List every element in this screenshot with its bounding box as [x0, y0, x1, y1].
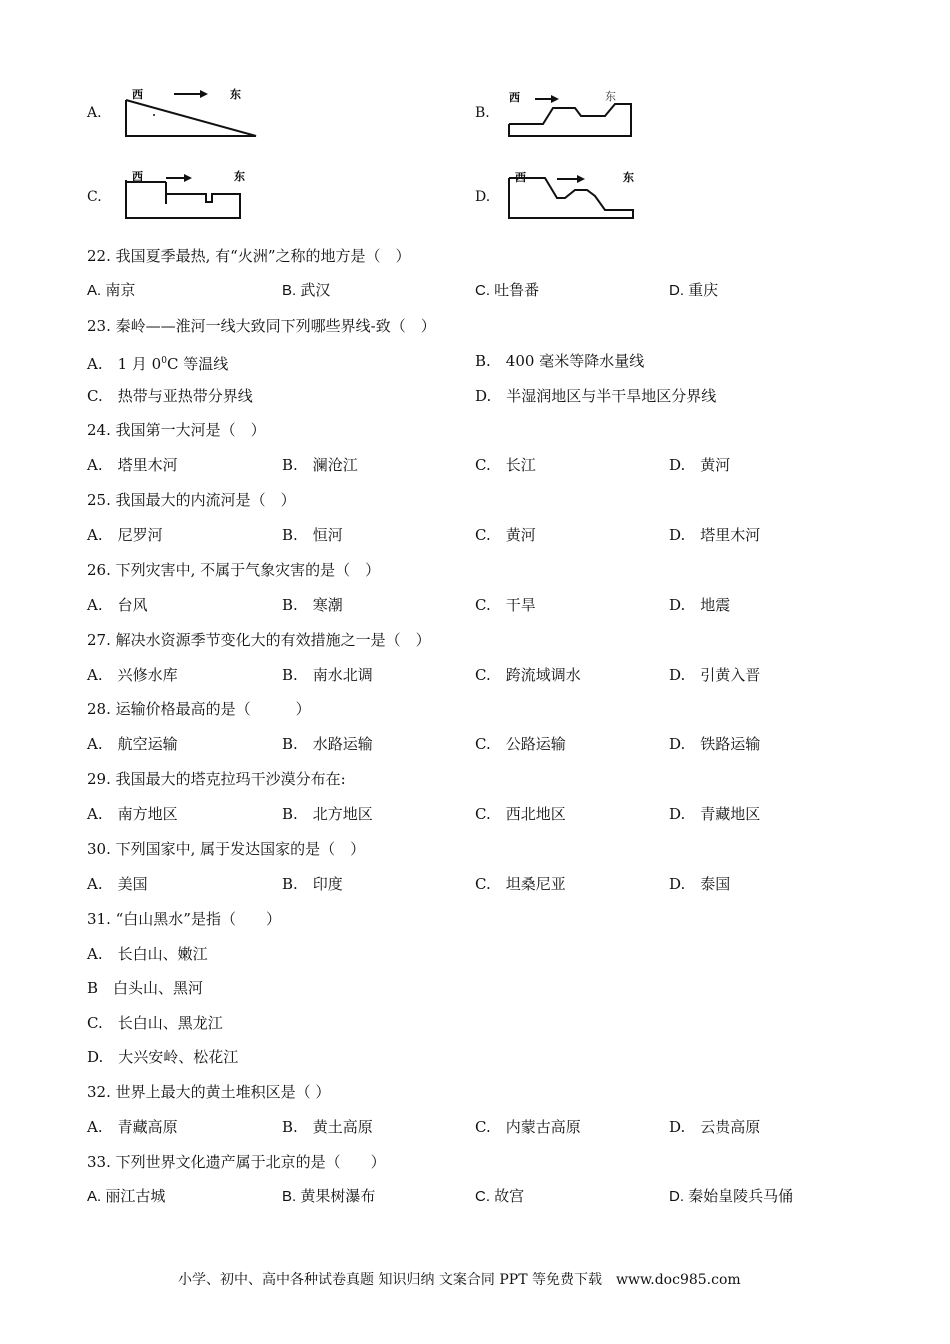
question-25-stem: 25. 我国最大的内流河是（ ）: [87, 491, 296, 509]
question-23-option-c[interactable]: C. 热带与亚热带分界线: [87, 387, 253, 405]
question-30-option-c[interactable]: C. 坦桑尼亚: [475, 875, 566, 893]
figure-option-a-label: A.: [87, 105, 102, 121]
question-29-option-c[interactable]: C. 西北地区: [475, 805, 566, 823]
question-27-option-a[interactable]: A. 兴修水库: [87, 666, 178, 684]
question-33-option-b[interactable]: B. 黄果树瀑布: [282, 1188, 376, 1205]
question-29-option-d[interactable]: D. 青藏地区: [669, 805, 761, 823]
question-26-stem: 26. 下列灾害中, 不属于气象灾害的是（ ）: [87, 561, 381, 579]
question-22-option-b[interactable]: B. 武汉: [282, 282, 331, 299]
terrain-profile-c: [122, 166, 250, 222]
question-32-option-a[interactable]: A. 青藏高原: [87, 1118, 178, 1136]
question-26-option-b[interactable]: B. 寒潮: [282, 596, 343, 614]
question-23-option-d[interactable]: D. 半湿润地区与半干旱地区分界线: [475, 387, 717, 405]
question-24-option-c[interactable]: C. 长江: [475, 456, 536, 474]
question-22-option-c[interactable]: C. 吐鲁番: [475, 282, 540, 299]
question-23-option-a[interactable]: A. 1 月 $0^0C$ 等温线: [87, 355, 229, 373]
question-28-option-a[interactable]: A. 航空运输: [87, 735, 178, 753]
question-27-option-b[interactable]: B. 南水北调: [282, 666, 373, 684]
question-29-option-a[interactable]: A. 南方地区: [87, 805, 178, 823]
question-33-option-d[interactable]: D. 秦始皇陵兵马俑: [669, 1188, 794, 1205]
question-24-option-d[interactable]: D. 黄河: [669, 456, 731, 474]
question-22-stem: 22. 我国夏季最热, 有“火洲”之称的地方是（ ）: [87, 247, 411, 265]
east-label: 东: [623, 171, 634, 184]
question-24-stem: 24. 我国第一大河是（ ）: [87, 421, 266, 439]
question-31-stem: 31. “白山黑水”是指（ ）: [87, 910, 281, 928]
question-33-stem: 33. 下列世界文化遗产属于北京的是（ ）: [87, 1153, 386, 1171]
question-31-option-d[interactable]: D. 大兴安岭、松花江: [87, 1048, 239, 1066]
west-label: 西: [132, 170, 143, 183]
figure-option-d-label: D.: [475, 189, 491, 205]
question-28-option-b[interactable]: B. 水路运输: [282, 735, 373, 753]
question-29-option-b[interactable]: B. 北方地区: [282, 805, 373, 823]
question-33-option-a[interactable]: A. 丽江古城: [87, 1188, 166, 1205]
question-28-option-d[interactable]: D. 铁路运输: [669, 735, 761, 753]
question-30-option-b[interactable]: B. 印度: [282, 875, 343, 893]
question-22-option-d[interactable]: D. 重庆: [669, 282, 719, 299]
question-28-stem: 28. 运输价格最高的是（ ）: [87, 700, 311, 718]
question-24-option-a[interactable]: A. 塔里木河: [87, 456, 178, 474]
east-label: 东: [605, 90, 616, 103]
question-32-option-c[interactable]: C. 内蒙古高原: [475, 1118, 581, 1136]
question-32-option-d[interactable]: D. 云贵高原: [669, 1118, 761, 1136]
figure-option-b-label: B.: [475, 105, 490, 121]
question-23-option-b[interactable]: B. 400 毫米等降水量线: [475, 352, 645, 370]
question-32-stem: 32. 世界上最大的黄土堆积区是（ ）: [87, 1083, 331, 1101]
question-25-option-c[interactable]: C. 黄河: [475, 526, 536, 544]
question-33-option-c[interactable]: C. 故宫: [475, 1188, 525, 1205]
terrain-profile-a: [122, 86, 262, 138]
page-footer: 小学、初中、高中各种试卷真题 知识归纳 文案合同 PPT 等免费下载 www.doc985.com: [178, 1272, 741, 1288]
question-25-option-a[interactable]: A. 尼罗河: [87, 526, 163, 544]
question-31-option-b[interactable]: B 白头山、黑河: [87, 979, 204, 997]
question-29-stem: 29. 我国最大的塔克拉玛干沙漠分布在:: [87, 770, 346, 788]
terrain-profile-d: [505, 166, 641, 222]
question-31-option-a[interactable]: A. 长白山、嫩江: [87, 945, 208, 963]
question-25-option-d[interactable]: D. 塔里木河: [669, 526, 761, 544]
question-30-stem: 30. 下列国家中, 属于发达国家的是（ ）: [87, 840, 366, 858]
question-22-option-a[interactable]: A. 南京: [87, 282, 136, 299]
question-28-option-c[interactable]: C. 公路运输: [475, 735, 566, 753]
question-26-option-c[interactable]: C. 干旱: [475, 596, 536, 614]
east-label: 东: [230, 88, 241, 101]
terrain-profile-b: [505, 86, 637, 140]
question-25-option-b[interactable]: B. 恒河: [282, 526, 343, 544]
question-27-option-c[interactable]: C. 跨流域调水: [475, 666, 581, 684]
west-label: 西: [509, 91, 520, 104]
question-30-option-a[interactable]: A. 美国: [87, 875, 148, 893]
question-27-option-d[interactable]: D. 引黄入晋: [669, 666, 761, 684]
question-31-option-c[interactable]: C. 长白山、黑龙江: [87, 1014, 223, 1032]
question-32-option-b[interactable]: B. 黄土高原: [282, 1118, 373, 1136]
question-23-stem: 23. 秦岭——淮河一线大致同下列哪些界线-致（ ）: [87, 317, 436, 335]
question-27-stem: 27. 解决水资源季节变化大的有效措施之一是（ ）: [87, 631, 431, 649]
question-26-option-a[interactable]: A. 台风: [87, 596, 148, 614]
question-24-option-b[interactable]: B. 澜沧江: [282, 456, 358, 474]
west-label: 西: [132, 88, 143, 101]
east-label: 东: [234, 170, 245, 183]
question-26-option-d[interactable]: D. 地震: [669, 596, 731, 614]
figure-option-c-label: C.: [87, 189, 102, 205]
question-30-option-d[interactable]: D. 泰国: [669, 875, 731, 893]
west-label: 西: [515, 171, 526, 184]
